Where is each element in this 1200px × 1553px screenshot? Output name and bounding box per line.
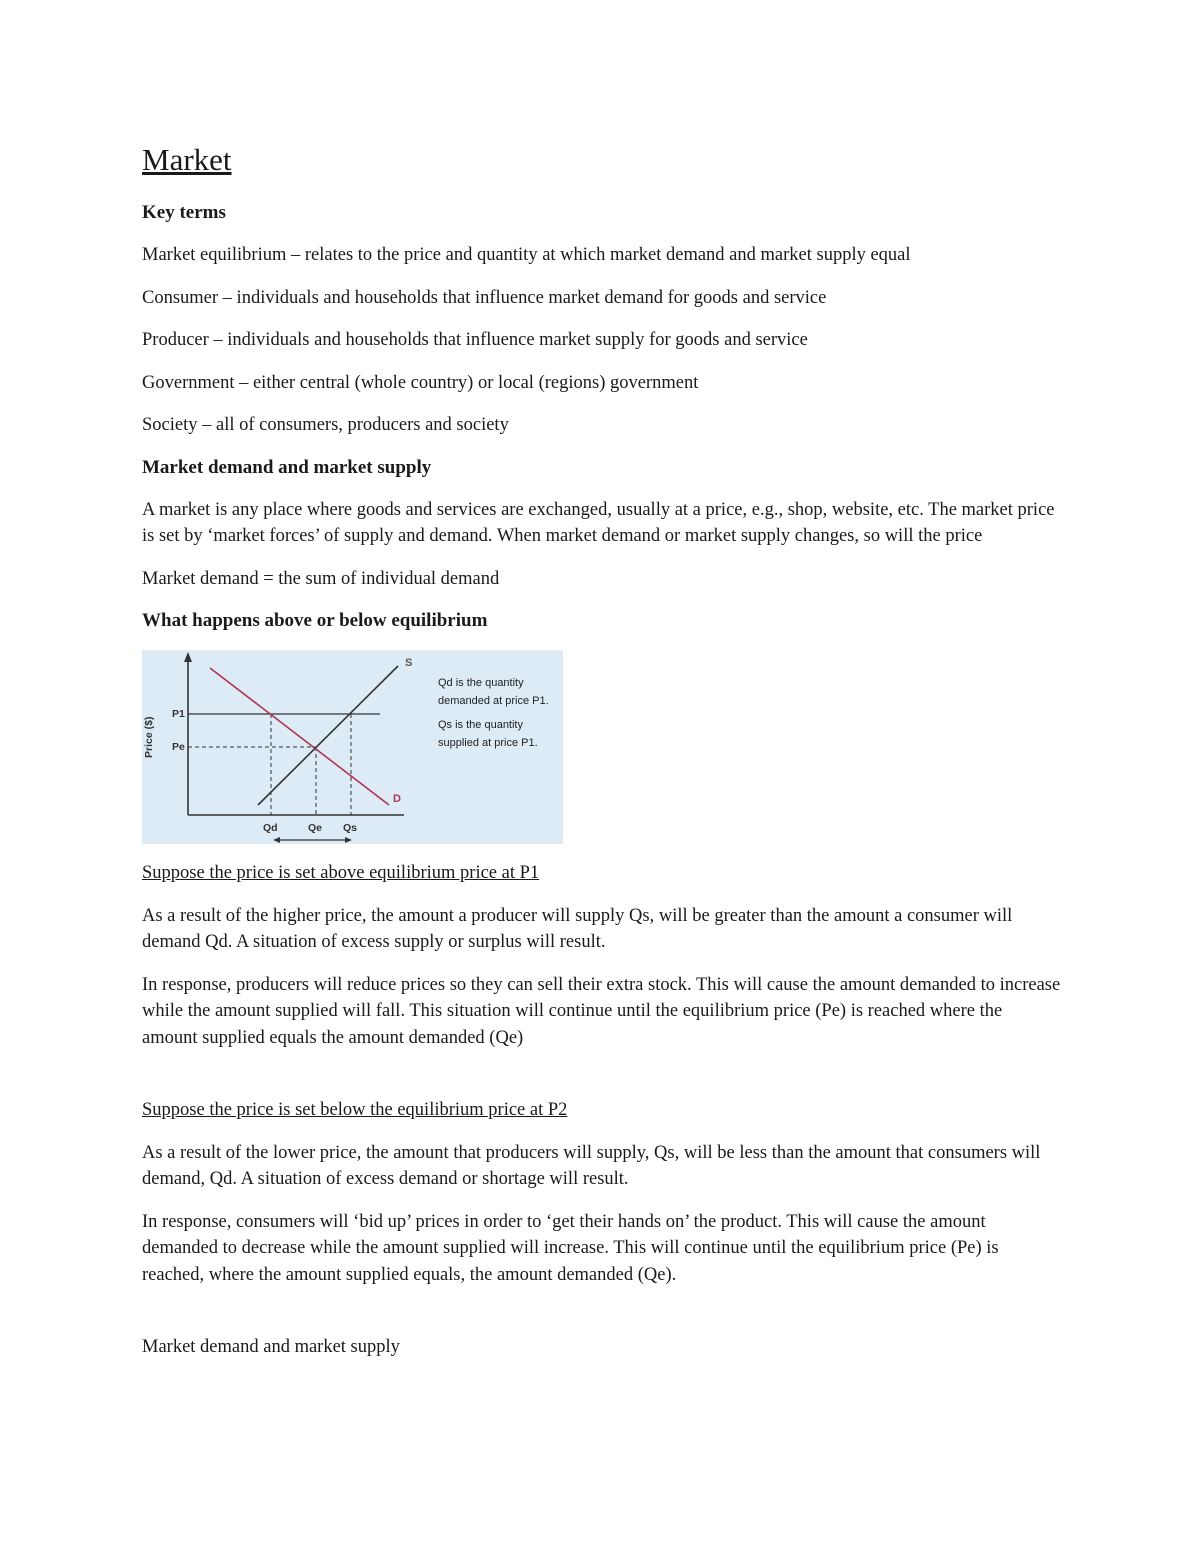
equilibrium-section-heading: What happens above or below equilibrium [142, 610, 488, 631]
below-paragraph-1: As a result of the lower price, the amount that producers will supply, Qs, will be less than the amount that consumers will demand, Qd. A situation of excess demand or shortage will result. [142, 1142, 1041, 1189]
market-section-heading: Market demand and market supply [142, 456, 432, 478]
note-line-4: supplied at price P1. [438, 737, 538, 749]
key-term-society: Society – all of consumers, producers and society [142, 415, 509, 435]
spacer [142, 1067, 1062, 1097]
pe-label: Pe [172, 741, 185, 753]
above-paragraph-2: In response, producers will reduce prices so they can sell their extra stock. This will cause the amount demanded to increase while the amount supplied will fall. This situation will continue until the equilibrium price (Pe) is reached where the amount supplied equals the amount demanded (Qe) [142, 974, 1061, 1048]
spacer [142, 1304, 1062, 1334]
market-demand-definition: Market demand = the sum of individual demand [142, 568, 500, 589]
below-paragraph-2: In response, consumers will ‘bid up’ prices in order to ‘get their hands on’ the product. This will cause the amount demanded to decrease while the amount supplied will increase. This will continue until the equilibrium price (Pe) is reached, where the amount supplied equals, the amount demanded (Qe). [142, 1211, 999, 1285]
key-term-government: Government – either central (whole country) or local (regions) government [142, 372, 699, 393]
key-term-market-equilibrium: Market equilibrium – relates to the price and quantity at which market demand and market supply equal [142, 245, 911, 265]
y-axis-label: Price ($) [143, 716, 155, 758]
footer-heading: Market demand and market supply [142, 1337, 400, 1357]
qs-label: Qs [343, 822, 358, 834]
supply-demand-diagram [142, 650, 563, 844]
page-title: Market [142, 142, 232, 177]
note-line-2: demanded at price P1. [438, 695, 549, 707]
above-equilibrium-subheading: Suppose the price is set above equilibrium price at P1 [142, 863, 540, 883]
note-line-1: Qd is the quantity [438, 677, 524, 689]
demand-curve-label: D [393, 793, 401, 805]
p1-label: P1 [172, 708, 185, 720]
qd-label: Qd [263, 822, 278, 834]
above-paragraph-1: As a result of the higher price, the amount a producer will supply Qs, will be greater than the amount a consumer will demand Qd. A situation of excess supply or surplus will result. [142, 905, 1013, 952]
market-paragraph: A market is any place where goods and services are exchanged, usually at a price, e.g., shop, website, etc. The market price is set by ‘market forces’ of supply and demand. When market demand or market supply changes, so will the price [142, 499, 1055, 546]
key-terms-heading: Key terms [142, 202, 226, 223]
document-page [142, 140, 1062, 1377]
below-equilibrium-subheading: Suppose the price is set below the equilibrium price at P2 [142, 1100, 568, 1120]
key-term-producer: Producer – individuals and households that influence market supply for goods and service [142, 330, 808, 350]
supply-curve-label: S [405, 657, 413, 669]
note-line-3: Qs is the quantity [438, 719, 523, 731]
qe-label: Qe [308, 822, 323, 834]
key-term-consumer: Consumer – individuals and households that influence market demand for goods and service [142, 287, 827, 308]
